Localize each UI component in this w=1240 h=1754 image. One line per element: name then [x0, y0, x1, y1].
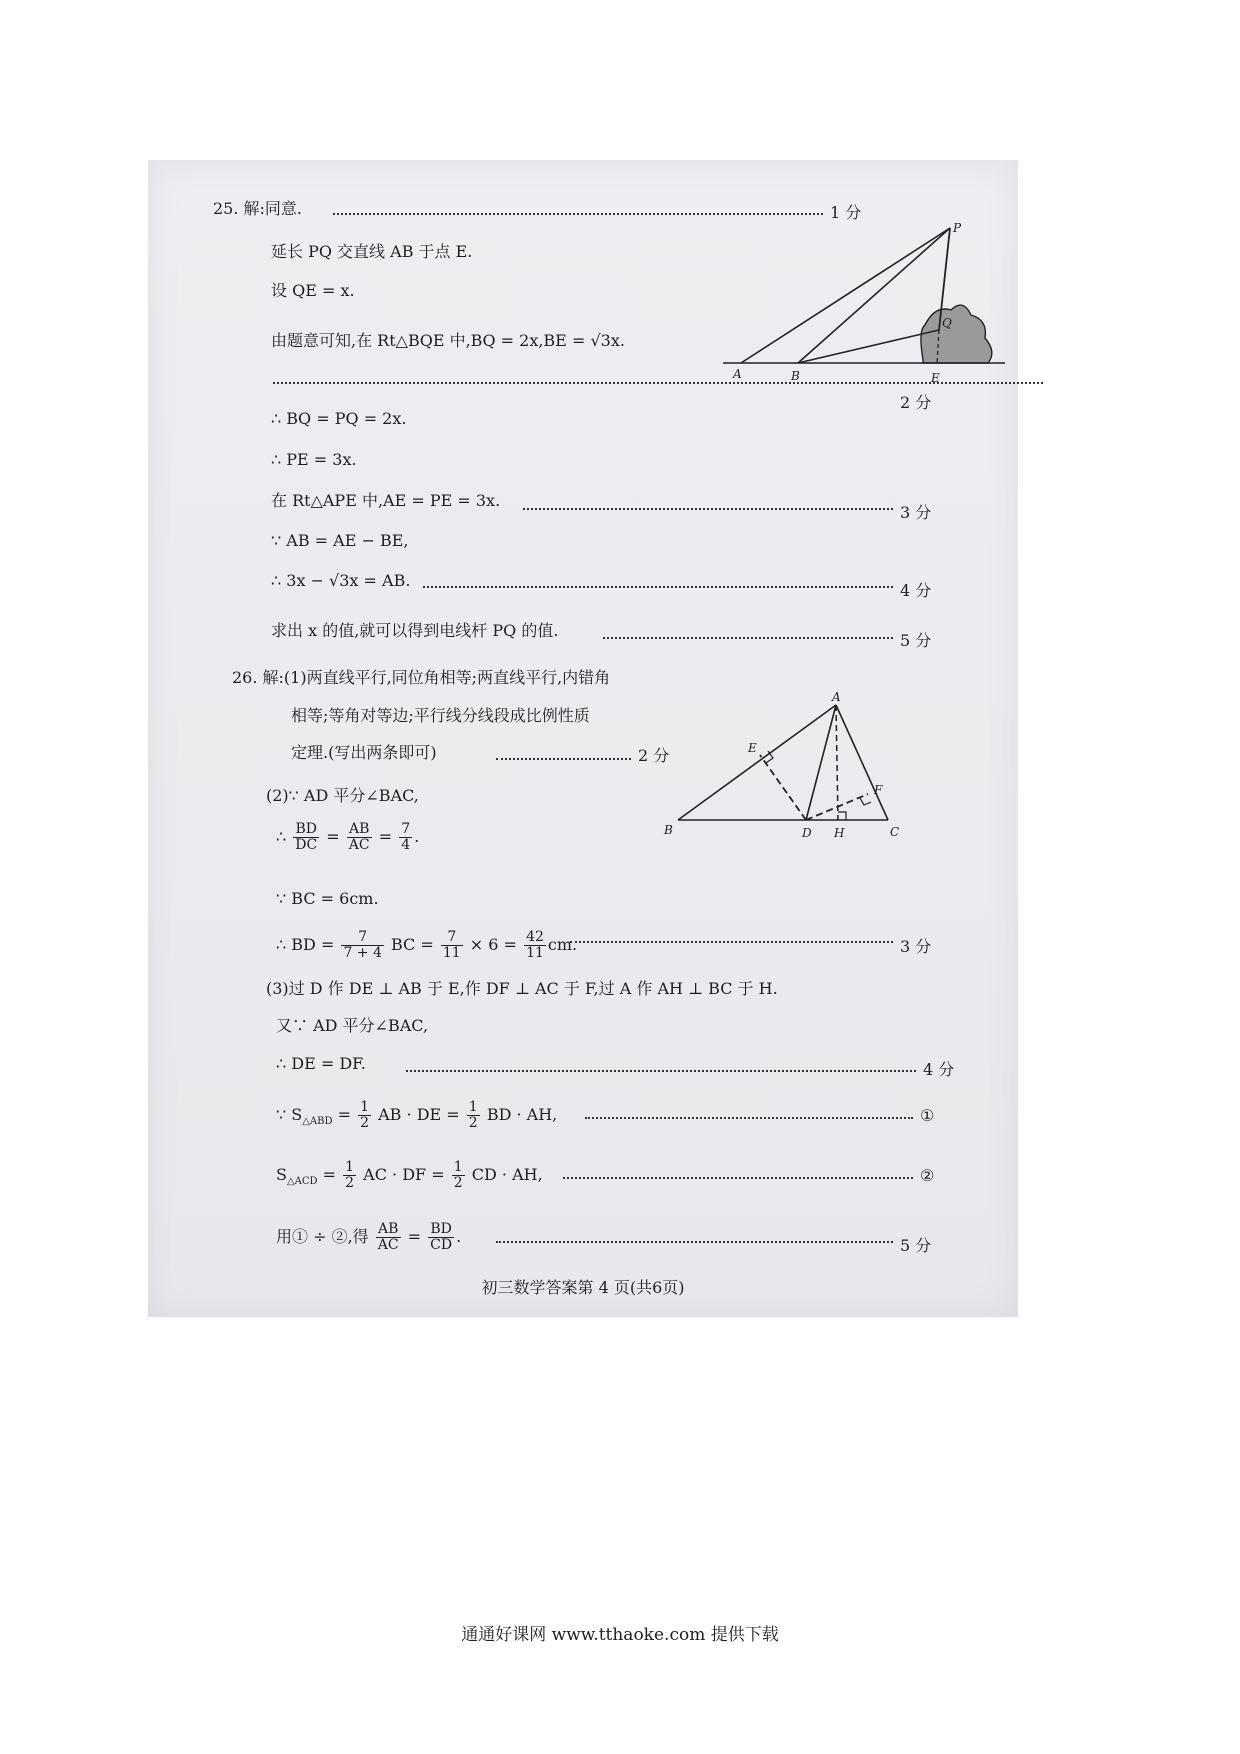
leader-dots	[603, 637, 893, 639]
label-Q: Q	[942, 316, 952, 330]
q26-line4: (2)∵ AD 平分∠BAC,	[266, 786, 419, 805]
label-B: B	[791, 369, 800, 383]
q26-line2: 相等;等角对等边;平行线分线段成比例性质	[291, 706, 590, 725]
line-BQ	[798, 330, 939, 363]
q26-line10: ∴ DE = DF.	[276, 1054, 366, 1073]
q26-line11: ∵ $S_{\triangle ABD}$ = $\frac{1}{2}$ AB · DE = $\frac{1}{2}$ BD · AH,	[276, 1099, 558, 1131]
page-footer: 初三数学答案第 4 页(共6页)	[481, 1278, 685, 1297]
leader-dots	[585, 1117, 913, 1119]
side-AC	[836, 705, 888, 820]
q25-line4: 由题意可知,在 Rt△BQE 中,BQ = 2x,BE = √3x.	[271, 331, 625, 350]
leader-dots	[333, 213, 823, 215]
site-footer: 通通好课网 www.tthaoke.com 提供下载	[461, 1625, 779, 1645]
q26-figure	[658, 690, 918, 860]
q25-line1: 25. 解:同意.	[213, 199, 303, 218]
score: 3 分	[900, 937, 932, 956]
label-D: D	[802, 826, 812, 840]
right-angle-F	[860, 798, 871, 805]
label-A: A	[832, 690, 841, 704]
q25-line8: ∵ AB = AE − BE,	[271, 531, 409, 550]
label-A: A	[733, 367, 742, 381]
label-F: F	[874, 783, 883, 797]
q25-line3: 设 QE = x.	[271, 281, 355, 300]
score: 2 分	[638, 746, 670, 765]
q25-line9: ∴ 3x − √3x = AB.	[271, 571, 411, 590]
perp-DE	[760, 755, 806, 820]
score: 5 分	[900, 631, 932, 650]
leader-dots	[496, 758, 631, 760]
line-AP	[741, 228, 950, 363]
label-C: C	[890, 825, 900, 839]
q25-line2: 延长 PQ 交直线 AB 于点 E.	[271, 242, 473, 261]
q26-line6: ∵ BC = 6cm.	[276, 889, 379, 908]
rock-shape	[921, 305, 992, 363]
altitude-AH	[836, 705, 838, 820]
q25-line6: ∴ PE = 3x.	[271, 450, 357, 469]
scanned-photo	[148, 160, 1018, 1317]
score: 4 分	[900, 581, 932, 600]
q25-line10: 求出 x 的值,就可以得到电线杆 PQ 的值.	[271, 621, 559, 640]
side-AB	[678, 705, 836, 820]
q26-line7: ∴ BD = $\frac{7}{7 + 4}$ BC = $\frac{7}{11}$ × 6 = $\frac{42}{11}$ cm.	[276, 929, 578, 961]
q26-line9: 又∵ AD 平分∠BAC,	[276, 1016, 429, 1035]
label-H: H	[834, 826, 845, 840]
q26-line13: 用① ÷ ②,得 $\frac{AB}{AC}$ = $\frac{BD}{CD}$ .	[276, 1221, 462, 1253]
q26-line1: 26. 解:(1)两直线平行,同位角相等;两直线平行,内错角	[232, 668, 611, 687]
leader-dots	[423, 586, 893, 588]
q26-line8: (3)过 D 作 DE ⊥ AB 于 E,作 DF ⊥ AC 于 F,过 A 作 AH ⊥ BC 于 H.	[266, 979, 778, 998]
label-P: P	[953, 221, 962, 235]
leader-dots	[563, 1177, 913, 1179]
label-B: B	[664, 823, 673, 837]
label-E: E	[748, 741, 757, 755]
bisector-AD	[806, 705, 836, 820]
leader-dots	[496, 1241, 893, 1243]
marker-1: ①	[920, 1106, 935, 1125]
marker-2: ②	[920, 1166, 935, 1185]
q26-line5: ∴ $\frac{BD}{DC}$ = $\frac{AB}{AC}$ = $\frac{7}{4}$ .	[276, 821, 420, 853]
score: 1 分	[830, 203, 862, 222]
right-angle-H	[838, 812, 846, 820]
q25-figure	[713, 220, 1013, 395]
score: 2 分	[900, 393, 932, 412]
score: 3 分	[900, 503, 932, 522]
q25-line5: ∴ BQ = PQ = 2x.	[271, 409, 407, 428]
leader-dots	[570, 941, 893, 943]
leader-dots	[523, 508, 893, 510]
score: 4 分	[923, 1060, 955, 1079]
q26-line12: $S_{\triangle ACD}$ = $\frac{1}{2}$ AC · DF = $\frac{1}{2}$ CD · AH,	[276, 1159, 543, 1191]
q25-line7: 在 Rt△APE 中,AE = PE = 3x.	[271, 491, 501, 510]
score: 5 分	[900, 1236, 932, 1255]
q26-line3: 定理.(写出两条即可)	[291, 743, 437, 762]
label-E: E	[931, 371, 940, 385]
right-angle-E	[766, 751, 773, 763]
leader-dots	[406, 1070, 916, 1072]
